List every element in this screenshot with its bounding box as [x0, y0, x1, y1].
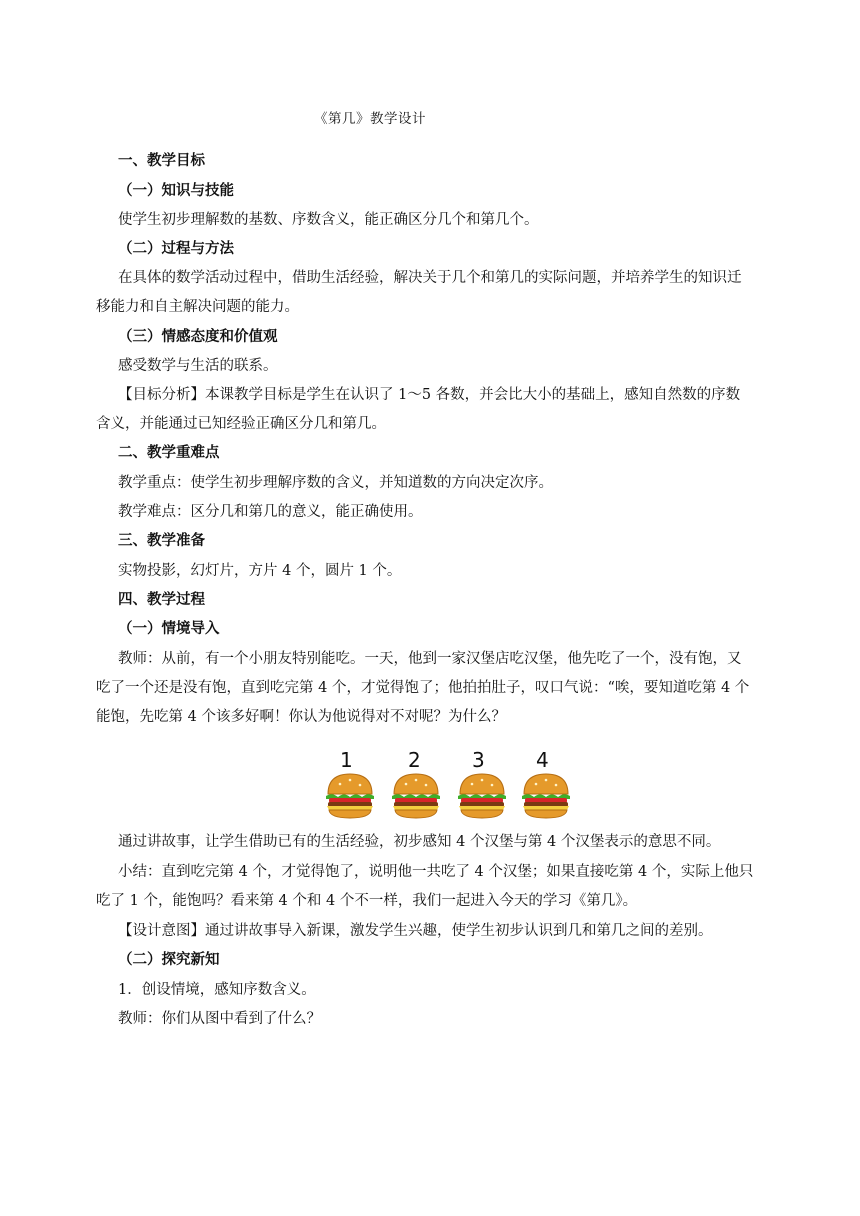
paragraph: 1．创设情境，感知序数含义。	[118, 982, 316, 998]
subsection-heading-1-1: （一）知识与技能	[118, 182, 234, 199]
burger-illustration	[322, 748, 592, 820]
subsection-heading-1-2: （二）过程与方法	[118, 240, 234, 257]
paragraph: 通过讲故事，让学生借助已有的生活经验，初步感知 4 个汉堡与第 4 个汉堡表示的意思不同。	[118, 834, 721, 850]
section-heading-4: 四、教学过程	[118, 591, 205, 608]
paragraph: 能饱，先吃第 4 个该多好啊！你认为他说得对不对呢？为什么？	[96, 709, 506, 725]
burger-number: 1	[340, 748, 353, 772]
section-heading-2: 二、教学重难点	[118, 444, 220, 461]
burger-icon	[326, 774, 374, 818]
paragraph: 在具体的数学活动过程中，借助生活经验，解决关于几个和第几的实际问题，并培养学生的知识迁	[118, 270, 742, 286]
paragraph: 感受数学与生活的联系。	[118, 358, 278, 374]
subsection-heading-4-1: （一）情境导入	[118, 620, 220, 637]
subsection-heading-4-2: （二）探究新知	[118, 951, 220, 968]
burger-number: 3	[472, 748, 485, 772]
paragraph: 吃了 1 个，能饱吗？看来第 4 个和 4 个不一样，我们一起进入今天的学习《第几》。	[96, 893, 638, 909]
paragraph: 教学重点：使学生初步理解序数的含义，并知道数的方向决定次序。	[118, 475, 553, 491]
section-heading-1: 一、教学目标	[118, 152, 205, 169]
burger-icon	[458, 774, 506, 818]
paragraph: 【目标分析】本课教学目标是学生在认识了 1～5 各数，并会比大小的基础上，感知自然数的序数	[118, 387, 741, 403]
paragraph: 教师：从前，有一个小朋友特别能吃。一天，他到一家汉堡店吃汉堡，他先吃了一个，没有饱，又	[118, 651, 742, 667]
document-title: 《第几》教学设计	[314, 111, 426, 127]
paragraph: 实物投影，幻灯片，方片 4 个，圆片 1 个。	[118, 563, 402, 579]
paragraph: 使学生初步理解数的基数、序数含义，能正确区分几个和第几个。	[118, 212, 539, 228]
paragraph: 含义，并能通过已知经验正确区分几和第几。	[96, 416, 386, 432]
subsection-heading-1-3: （三）情感态度和价值观	[118, 328, 278, 345]
paragraph: 【设计意图】通过讲故事导入新课，激发学生兴趣，使学生初步认识到几和第几之间的差别。	[118, 923, 713, 939]
paragraph: 移能力和自主解决问题的能力。	[96, 299, 299, 315]
paragraph: 吃了一个还是没有饱，直到吃完第 4 个，才觉得饱了；他拍拍肚子，叹口气说：“唉，要知道吃第 4 个	[96, 680, 750, 696]
paragraph: 教学难点：区分几和第几的意义，能正确使用。	[118, 504, 423, 520]
burger-icon	[392, 774, 440, 818]
burger-number: 2	[408, 748, 421, 772]
paragraph: 小结：直到吃完第 4 个，才觉得饱了，说明他一共吃了 4 个汉堡；如果直接吃第 4 个，实际上他只	[118, 864, 754, 880]
burger-icon	[522, 774, 570, 818]
section-heading-3: 三、教学准备	[118, 532, 205, 549]
burgers-drawing	[322, 748, 592, 820]
paragraph: 教师：你们从图中看到了什么？	[118, 1011, 321, 1027]
burger-number: 4	[536, 748, 549, 772]
